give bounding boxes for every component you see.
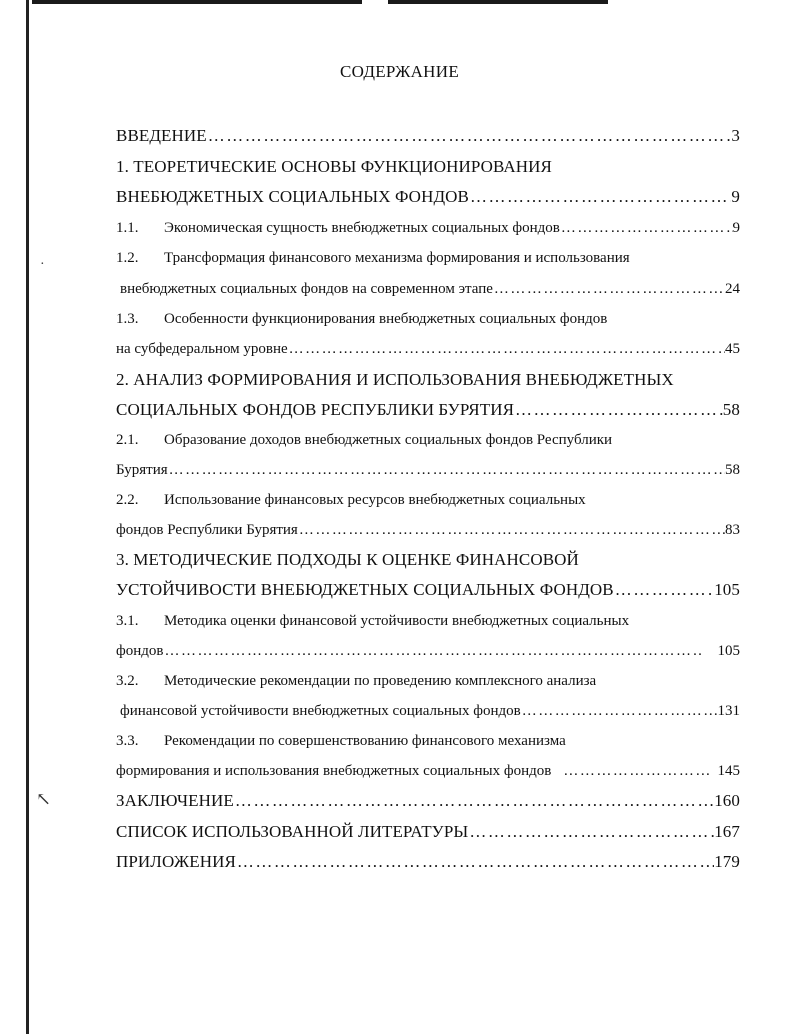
toc-entry-text: внебюджетных социальных фондов на современном этапе bbox=[120, 281, 493, 297]
toc-entry-section-3-2-line2[interactable] bbox=[120, 697, 740, 721]
toc-page-number: 105 bbox=[717, 643, 740, 659]
scan-edge-top bbox=[388, 0, 608, 4]
toc-page-number: 83 bbox=[725, 522, 740, 538]
toc-page-number: 179 bbox=[714, 852, 740, 871]
toc-page-number: 9 bbox=[732, 220, 740, 236]
toc-leader-dots bbox=[298, 520, 725, 540]
scan-edge-left bbox=[26, 0, 29, 1034]
toc-page-number: 9 bbox=[731, 187, 740, 206]
toc-leader-dots bbox=[614, 580, 714, 600]
toc-page-number: 3 bbox=[731, 126, 740, 145]
toc-page-number: 160 bbox=[714, 791, 740, 810]
toc-entry-text: Использование финансовых ресурсов внебюджетных социальных bbox=[164, 492, 586, 508]
toc-entry-text: ЗАКЛЮЧЕНИЕ bbox=[116, 791, 234, 810]
toc-entry-text: Методика оценки финансовой устойчивости внебюджетных социальных bbox=[164, 613, 630, 629]
toc-entry-text: СОЦИАЛЬНЫХ ФОНДОВ РЕСПУБЛИКИ БУРЯТИЯ bbox=[116, 400, 515, 419]
toc-entry-text: Методические рекомендации по проведению комплексного анализа bbox=[164, 673, 597, 689]
toc-entry-intro[interactable] bbox=[116, 122, 740, 146]
toc-entry-section-3-3-line1[interactable] bbox=[116, 727, 740, 751]
toc-leader-dots bbox=[168, 460, 725, 480]
toc-entry-conclusion[interactable] bbox=[116, 787, 740, 811]
toc-entry-chapter-1-line2[interactable] bbox=[116, 183, 740, 207]
toc-section-number: 2.2. bbox=[116, 492, 139, 508]
toc-entry-text: Экономическая сущность внебюджетных социальных фондов bbox=[164, 220, 560, 236]
scan-speck: · bbox=[40, 257, 45, 272]
toc-entry-section-2-2-line1[interactable] bbox=[116, 486, 740, 510]
toc-page-number: 45 bbox=[725, 341, 740, 357]
toc-entry-chapter-2-line1[interactable] bbox=[116, 366, 740, 390]
toc-entry-section-2-1-line2[interactable] bbox=[116, 456, 740, 480]
toc-section-number: 2.1. bbox=[116, 432, 139, 448]
toc-page-number: 131 bbox=[717, 703, 740, 719]
toc-entry-references[interactable] bbox=[116, 818, 740, 842]
toc-section-number: 1.1. bbox=[116, 220, 139, 236]
toc-entry-chapter-2-line2[interactable] bbox=[116, 396, 740, 420]
toc-page-number: 58 bbox=[722, 400, 740, 419]
toc-entry-text: 1. ТЕОРЕТИЧЕСКИЕ ОСНОВЫ ФУНКЦИОНИРОВАНИЯ bbox=[116, 157, 552, 176]
toc-entry-text: ПРИЛОЖЕНИЯ bbox=[116, 852, 236, 871]
toc-entry-text: 2. АНАЛИЗ ФОРМИРОВАНИЯ И ИСПОЛЬЗОВАНИЯ ВНЕБЮДЖЕТНЫХ bbox=[116, 370, 674, 389]
toc-leader-dots bbox=[207, 126, 732, 146]
toc-entry-section-2-1-line1[interactable] bbox=[116, 426, 740, 450]
toc-entry-section-3-1-line1[interactable] bbox=[116, 607, 740, 631]
toc-entry-text: фондов Республики Бурятия bbox=[116, 522, 298, 538]
toc-leader-dots bbox=[234, 791, 714, 811]
toc-page-number: 105 bbox=[714, 580, 740, 599]
toc-entry-section-2-2-line2[interactable] bbox=[116, 516, 740, 540]
toc-section-number: 3.2. bbox=[116, 673, 139, 689]
toc-leader-dots bbox=[493, 279, 725, 299]
scan-speck: ↖ bbox=[36, 789, 52, 809]
toc-entry-chapter-3-line2[interactable] bbox=[116, 576, 740, 600]
toc-page-number: 58 bbox=[725, 462, 740, 478]
toc-entry-text: на субфедеральном уровне bbox=[116, 341, 288, 357]
toc-entry-section-3-3-line2[interactable] bbox=[116, 757, 740, 781]
toc-entry-section-3-1-line2[interactable] bbox=[116, 637, 740, 661]
toc-entry-text: ВНЕБЮДЖЕТНЫХ СОЦИАЛЬНЫХ ФОНДОВ bbox=[116, 187, 469, 206]
toc-entry-text: Бурятия bbox=[116, 462, 168, 478]
toc-leader-dots bbox=[163, 641, 703, 661]
toc-entry-section-1-3-line2[interactable] bbox=[116, 335, 740, 359]
toc-entry-section-3-2-line1[interactable] bbox=[116, 667, 740, 691]
toc-entry-section-1-2-line2[interactable] bbox=[120, 275, 740, 299]
toc-section-number: 3.1. bbox=[116, 613, 139, 629]
toc-entry-chapter-3-line1[interactable] bbox=[116, 546, 740, 570]
toc-entry-text: Рекомендации по совершенствованию финансового механизма bbox=[164, 733, 566, 749]
toc-entry-text: СПИСОК ИСПОЛЬЗОВАННОЙ ЛИТЕРАТУРЫ bbox=[116, 822, 469, 841]
toc-entry-text: Трансформация финансового механизма формирования и использования bbox=[164, 250, 630, 266]
toc-entry-text: УСТОЙЧИВОСТИ ВНЕБЮДЖЕТНЫХ СОЦИАЛЬНЫХ ФОНДОВ bbox=[116, 580, 614, 599]
toc-section-number: 3.3. bbox=[116, 733, 139, 749]
page-title: СОДЕРЖАНИЕ bbox=[339, 62, 460, 81]
toc-entry-text: 3. МЕТОДИЧЕСКИЕ ПОДХОДЫ К ОЦЕНКЕ ФИНАНСОВОЙ bbox=[116, 550, 579, 569]
toc-leader-dots bbox=[288, 339, 725, 359]
toc-leader-dots bbox=[469, 187, 731, 207]
toc-entry-section-1-2-line1[interactable] bbox=[116, 244, 740, 268]
toc-leader-dots bbox=[468, 822, 714, 842]
toc-page-number: 145 bbox=[717, 763, 740, 779]
toc-entry-text: формирования и использования внебюджетных социальных фондов bbox=[116, 763, 552, 779]
toc-entry-chapter-1-line1[interactable] bbox=[116, 153, 740, 177]
toc-section-number: 1.2. bbox=[116, 250, 139, 266]
toc-leader-dots bbox=[514, 400, 723, 420]
toc-page-number: 167 bbox=[714, 822, 740, 841]
toc-entry-text: Образование доходов внебюджетных социальных фондов Республики bbox=[164, 432, 613, 448]
scan-edge-top bbox=[32, 0, 362, 4]
toc-leader-dots bbox=[236, 852, 714, 872]
toc-entry-text: Особенности функционирования внебюджетных социальных фондов bbox=[164, 311, 608, 327]
toc-entry-section-1-3-line1[interactable] bbox=[116, 305, 740, 329]
toc-section-number: 1.3. bbox=[116, 311, 139, 327]
toc-entry-text: ВВЕДЕНИЕ bbox=[116, 126, 207, 145]
toc-entry-section-1-1[interactable] bbox=[116, 214, 740, 238]
toc-leader-dots bbox=[560, 218, 733, 238]
toc-leader-dots bbox=[521, 701, 718, 721]
toc-entry-appendices[interactable] bbox=[116, 848, 740, 872]
toc-page-number: 24 bbox=[725, 281, 740, 297]
toc-leader-dots bbox=[551, 761, 709, 781]
toc-entry-text: фондов bbox=[116, 643, 164, 659]
toc-entry-text: финансовой устойчивости внебюджетных социальных фондов bbox=[120, 703, 521, 719]
